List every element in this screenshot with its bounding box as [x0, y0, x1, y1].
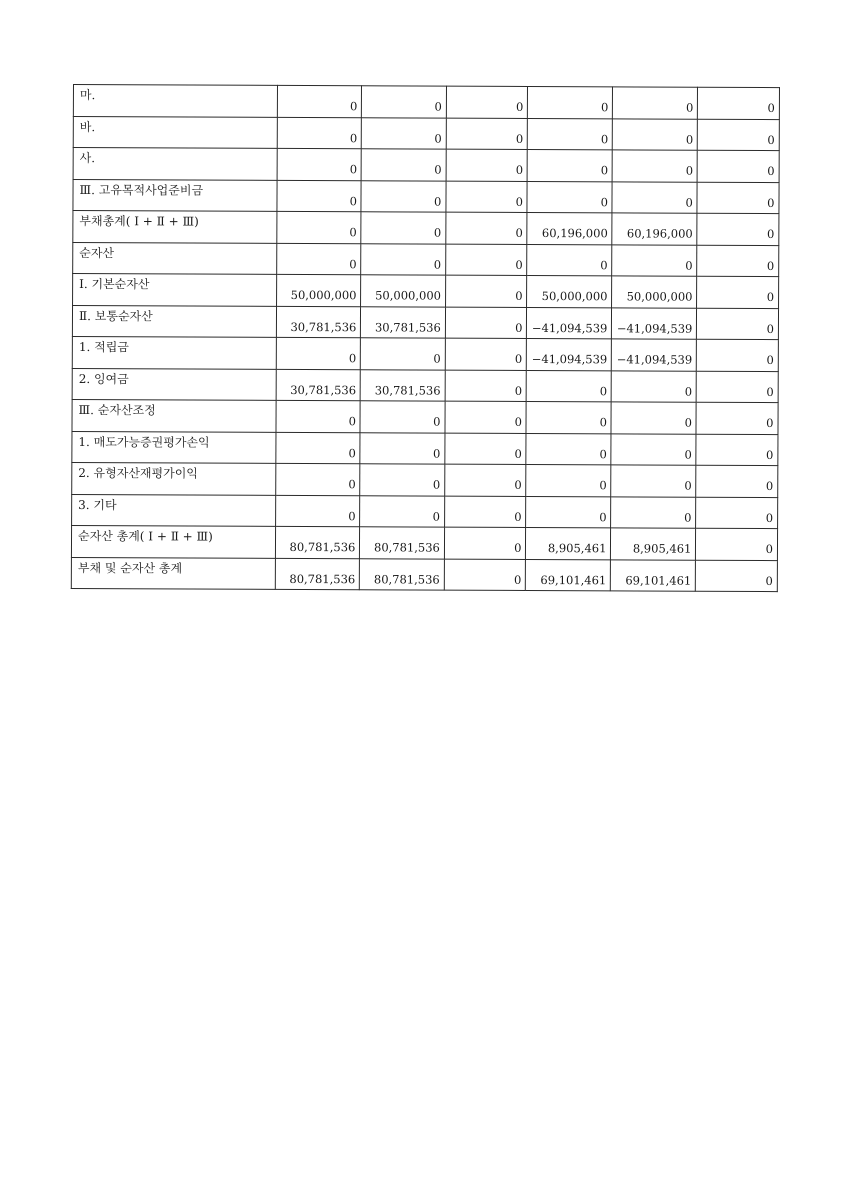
- table-cell: 30,781,536: [361, 369, 446, 401]
- table-cell: 0: [698, 87, 780, 119]
- table-cell: 0: [698, 119, 780, 151]
- table-cell: 0: [277, 148, 362, 180]
- table-cell: 0: [277, 117, 362, 149]
- table-row: [73, 85, 779, 120]
- table-cell: −41,094,539: [612, 307, 697, 339]
- row-label: 순자산 총계( Ⅰ + Ⅱ + Ⅲ): [71, 525, 275, 557]
- row-label: 부채 및 순자산 총계: [71, 557, 275, 589]
- table-cell: 0: [360, 401, 445, 433]
- table-cell: 0: [696, 402, 778, 434]
- table-cell: 0: [613, 87, 698, 119]
- table-cell: 0: [527, 370, 612, 402]
- table-cell: 80,781,536: [275, 558, 360, 590]
- table-cell: 69,101,461: [611, 559, 696, 591]
- table-cell: 0: [362, 117, 447, 149]
- table-cell: 0: [276, 432, 361, 464]
- table-cell: 60,196,000: [612, 213, 697, 245]
- table-cell: 0: [445, 433, 527, 465]
- table-cell: 8,905,461: [526, 527, 611, 559]
- table-cell: 0: [697, 308, 779, 340]
- table-cell: 0: [697, 339, 779, 371]
- table-cell: 0: [697, 182, 779, 214]
- table-cell: 0: [697, 245, 779, 277]
- table-cell: 0: [527, 181, 612, 213]
- row-label: 2. 잉여금: [72, 368, 276, 400]
- table-cell: 50,000,000: [361, 275, 446, 307]
- balance-sheet-body: [71, 85, 779, 592]
- table-cell: 50,000,000: [276, 274, 361, 306]
- row-label: 마.: [73, 85, 277, 117]
- table-cell: 50,000,000: [527, 275, 612, 307]
- table-row: [72, 462, 778, 497]
- row-label: 1. 적립금: [72, 336, 276, 368]
- table-cell: 0: [361, 180, 446, 212]
- table-cell: 0: [528, 149, 613, 181]
- table-cell: 0: [696, 434, 778, 466]
- table-row: [72, 494, 778, 529]
- table-row: [72, 431, 778, 466]
- table-cell: 0: [613, 150, 698, 182]
- row-label: 3. 기타: [72, 494, 276, 526]
- row-label: Ⅲ. 고유목적사업준비금: [73, 179, 277, 211]
- table-cell: 0: [696, 497, 778, 529]
- table-cell: 0: [362, 149, 447, 181]
- table-cell: 0: [360, 495, 445, 527]
- table-cell: 0: [444, 527, 526, 559]
- table-cell: 0: [528, 86, 613, 118]
- row-label: 사.: [73, 148, 277, 180]
- table-cell: 0: [445, 401, 527, 433]
- table-cell: 8,905,461: [611, 528, 696, 560]
- table-cell: 0: [612, 370, 697, 402]
- table-cell: 50,000,000: [612, 276, 697, 308]
- table-cell: 0: [697, 213, 779, 245]
- table-cell: 0: [276, 400, 361, 432]
- table-cell: 0: [526, 496, 611, 528]
- table-row: [73, 116, 779, 151]
- table-cell: 0: [696, 560, 778, 592]
- table-cell: 0: [526, 433, 611, 465]
- table-cell: 0: [362, 86, 447, 118]
- table-cell: 0: [446, 149, 528, 181]
- table-cell: 0: [277, 243, 362, 275]
- table-cell: 0: [611, 496, 696, 528]
- table-cell: 0: [277, 85, 362, 117]
- table-cell: 0: [697, 371, 779, 403]
- table-cell: 0: [445, 307, 527, 339]
- table-row: [71, 557, 777, 592]
- table-row: [73, 242, 779, 277]
- table-cell: 0: [445, 370, 527, 402]
- table-row: [72, 399, 778, 434]
- table-cell: 80,781,536: [360, 558, 445, 590]
- table-cell: 0: [697, 276, 779, 308]
- table-cell: 0: [446, 181, 528, 213]
- table-row: [72, 368, 778, 403]
- table-cell: 30,781,536: [361, 306, 446, 338]
- table-cell: 0: [696, 528, 778, 560]
- table-row: [73, 274, 779, 309]
- table-cell: 80,781,536: [360, 527, 445, 559]
- table-cell: −41,094,539: [527, 307, 612, 339]
- row-label: 부채총계( Ⅰ + Ⅱ + Ⅲ): [73, 211, 277, 243]
- table-row: [72, 305, 778, 340]
- table-cell: 0: [526, 464, 611, 496]
- row-label: 바.: [73, 116, 277, 148]
- table-cell: 0: [445, 338, 527, 370]
- table-cell: 69,101,461: [526, 559, 611, 591]
- table-cell: 0: [445, 464, 527, 496]
- row-label: 순자산: [73, 242, 277, 274]
- table-cell: 0: [360, 432, 445, 464]
- table-cell: 0: [526, 401, 611, 433]
- balance-sheet-table: [71, 84, 780, 592]
- table-cell: 0: [446, 244, 528, 276]
- table-cell: 0: [276, 337, 361, 369]
- row-label: Ⅱ. 보통순자산: [72, 305, 276, 337]
- table-cell: −41,094,539: [527, 338, 612, 370]
- table-cell: 80,781,536: [275, 526, 360, 558]
- table-row: [71, 525, 777, 560]
- table-cell: 0: [276, 463, 361, 495]
- table-cell: 0: [611, 433, 696, 465]
- table-cell: −41,094,539: [612, 339, 697, 371]
- table-cell: 0: [361, 212, 446, 244]
- table-cell: 30,781,536: [276, 369, 361, 401]
- table-cell: 0: [445, 275, 527, 307]
- table-cell: 0: [612, 244, 697, 276]
- table-cell: 60,196,000: [527, 212, 612, 244]
- table-cell: 0: [696, 465, 778, 497]
- table-cell: 0: [444, 559, 526, 591]
- table-cell: 0: [360, 464, 445, 496]
- table-cell: 0: [697, 150, 779, 182]
- table-cell: 0: [613, 118, 698, 150]
- table-row: [73, 148, 779, 183]
- table-cell: 0: [361, 338, 446, 370]
- table-cell: 0: [446, 118, 528, 150]
- table-cell: 0: [611, 402, 696, 434]
- table-cell: 0: [444, 496, 526, 528]
- table-row: [73, 211, 779, 246]
- table-cell: 30,781,536: [276, 306, 361, 338]
- table-cell: 0: [527, 244, 612, 276]
- row-label: 1. 매도가능증권평가손익: [72, 431, 276, 463]
- table-row: [73, 179, 779, 214]
- table-cell: 0: [446, 212, 528, 244]
- table-cell: 0: [611, 465, 696, 497]
- table-cell: 0: [276, 495, 361, 527]
- table-cell: 0: [361, 243, 446, 275]
- table-cell: 0: [528, 118, 613, 150]
- table-cell: 0: [612, 181, 697, 213]
- table-cell: 0: [277, 180, 362, 212]
- table-cell: 0: [277, 211, 362, 243]
- row-label: Ⅲ. 순자산조정: [72, 399, 276, 431]
- table-row: [72, 336, 778, 371]
- row-label: 2. 유형자산재평가이익: [72, 462, 276, 494]
- row-label: Ⅰ. 기본순자산: [73, 274, 277, 306]
- table-cell: 0: [446, 86, 528, 118]
